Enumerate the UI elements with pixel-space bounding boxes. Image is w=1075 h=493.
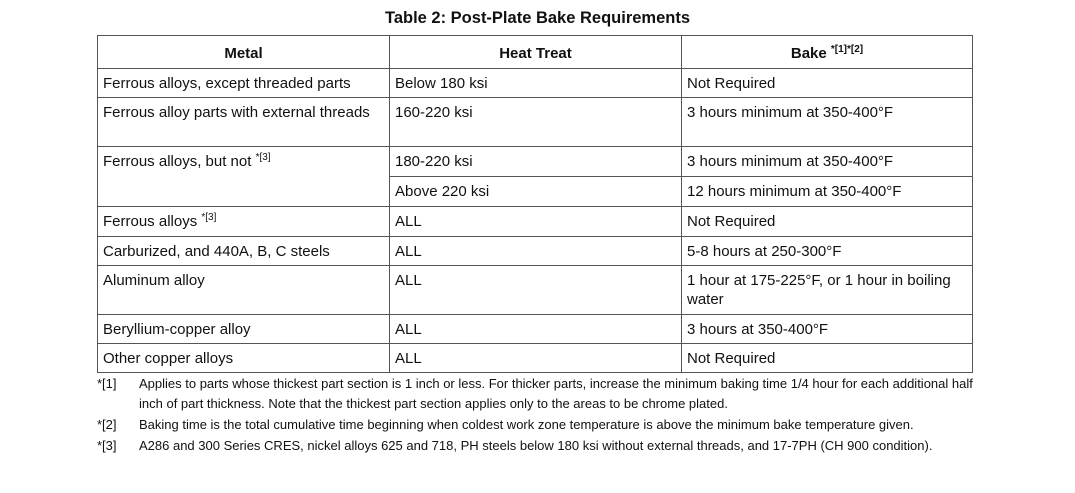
bake-cell: 3 hours minimum at 350-400°F	[682, 98, 973, 147]
footnote-mark: *[2]	[97, 417, 117, 432]
metal-cell: Beryllium-copper alloy	[98, 315, 390, 344]
bake-cell: 1 hour at 175-225°F, or 1 hour in boiling water	[682, 266, 973, 315]
table-row	[98, 315, 973, 344]
metal-cell	[98, 207, 390, 237]
bake-cell: Not Required	[682, 207, 973, 237]
metal-cell	[98, 147, 390, 207]
heat-treat-cell: ALL	[390, 266, 682, 315]
heat-treat-cell: Below 180 ksi	[390, 69, 682, 98]
header-row	[98, 36, 973, 69]
heat-treat-cell: 160-220 ksi	[390, 98, 682, 147]
table-footnotes	[97, 374, 977, 457]
footnote-mark: *[3]	[97, 438, 117, 453]
bake-cell: 3 hours minimum at 350-400°F	[682, 147, 973, 177]
table-row	[98, 147, 973, 177]
table-row	[98, 344, 973, 373]
metal-cell: Other copper alloys	[98, 344, 390, 373]
bake-cell: Not Required	[682, 344, 973, 373]
bake-cell: 3 hours at 350-400°F	[682, 315, 973, 344]
metal-note: *[3]	[255, 152, 271, 163]
metal-note: *[3]	[201, 212, 217, 223]
footnote-text: A286 and 300 Series CRES, nickel alloys 625 and 718, PH steels below 180 ksi without external threads, and 17-7PH (CH 900 condition).	[139, 438, 933, 453]
heat-treat-cell: Above 220 ksi	[390, 177, 682, 207]
footnote-text: Baking time is the total cumulative time beginning when coldest work zone temperature is above the minimum bake temperature given.	[139, 417, 914, 432]
header-heat-treat: Heat Treat	[390, 36, 682, 69]
footnote-mark: *[1]	[97, 376, 117, 391]
heat-treat-cell: ALL	[390, 207, 682, 237]
bake-cell: 12 hours minimum at 350-400°F	[682, 177, 973, 207]
heat-treat-cell: ALL	[390, 344, 682, 373]
bake-cell: Not Required	[682, 69, 973, 98]
header-bake-note: *[1]*[2]	[830, 43, 864, 55]
heat-treat-cell: ALL	[390, 237, 682, 266]
table-row	[98, 266, 973, 315]
table-row	[98, 207, 973, 237]
metal-cell: Ferrous alloys, except threaded parts	[98, 69, 390, 98]
heat-treat-cell: 180-220 ksi	[390, 147, 682, 177]
table-row	[98, 69, 973, 98]
header-metal: Metal	[98, 36, 390, 69]
metal-cell: Ferrous alloy parts with external threads	[98, 98, 390, 147]
footnote-text: Applies to parts whose thickest part section is 1 inch or less. For thicker parts, increase the minimum baking time 1/4 hour for each additional half inch of part thickness. Note that the thickest part section applies only to the areas to be chrome plated.	[139, 376, 973, 411]
footnote	[97, 436, 977, 456]
header-bake	[682, 36, 973, 69]
metal-cell: Aluminum alloy	[98, 266, 390, 315]
table-title: Table 2: Post-Plate Bake Requirements	[384, 9, 691, 27]
bake-cell: 5-8 hours at 250-300°F	[682, 237, 973, 266]
table-row	[98, 98, 973, 147]
footnote	[97, 374, 977, 414]
table-row	[98, 237, 973, 266]
metal-text: Ferrous alloys, but not	[103, 153, 256, 170]
heat-treat-cell: ALL	[390, 315, 682, 344]
metal-cell: Carburized, and 440A, B, C steels	[98, 237, 390, 266]
footnote	[97, 415, 977, 435]
bake-requirements-table	[97, 35, 973, 373]
header-bake-label: Bake	[790, 44, 827, 62]
metal-text: Ferrous alloys	[103, 213, 202, 230]
